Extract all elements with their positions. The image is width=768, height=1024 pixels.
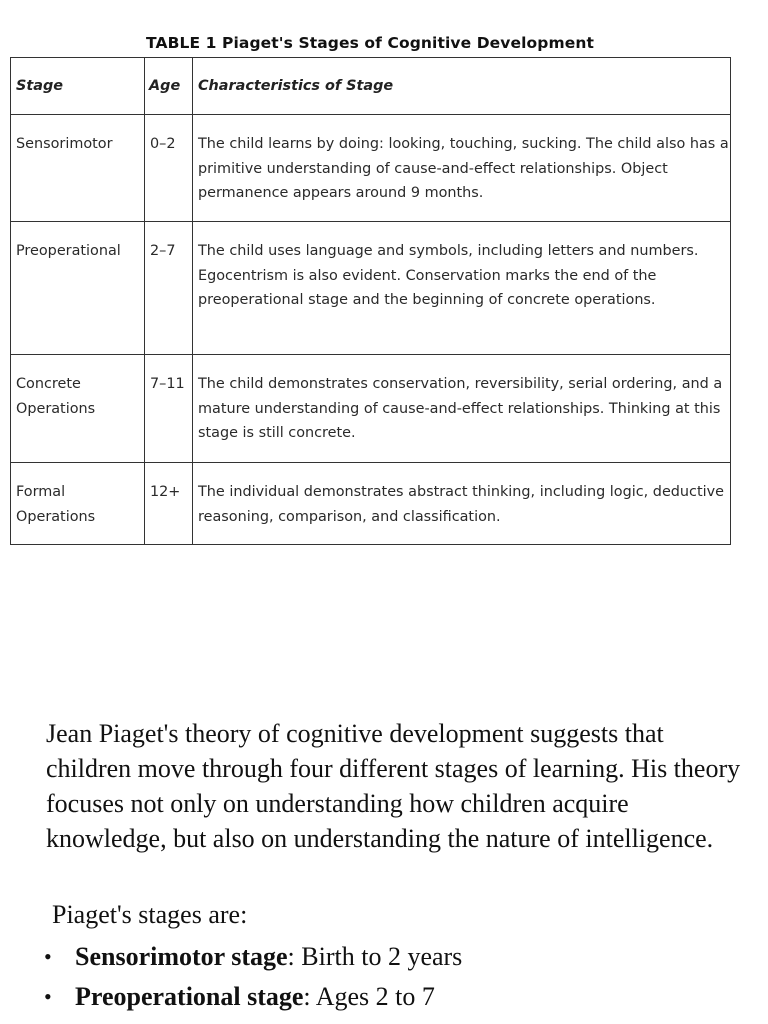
- stage-list: [44, 937, 462, 1017]
- header-age: Age: [145, 58, 193, 115]
- table-header-row: [11, 58, 731, 115]
- table-row: [11, 115, 731, 222]
- header-characteristics: Characteristics of Stage: [193, 58, 731, 115]
- bullet-icon: •: [44, 944, 52, 969]
- table-row: [11, 355, 731, 463]
- stage-cell: Formal Operations: [11, 463, 145, 545]
- stage-range: : Ages 2 to 7: [303, 982, 435, 1011]
- table-row: [11, 222, 731, 355]
- stage-cell: Sensorimotor: [11, 115, 145, 222]
- stages-table: [10, 57, 731, 545]
- age-cell: 2–7: [145, 222, 193, 355]
- characteristics-cell: The child uses language and symbols, including letters and numbers. Egocentrism is also evident. Conservation marks the end of the preoperational stage and the beginning of concrete operations.: [193, 222, 731, 355]
- list-item: [44, 977, 462, 1017]
- table-title: TABLE 1 Piaget's Stages of Cognitive Development: [146, 34, 594, 52]
- stage-range: : Birth to 2 years: [287, 942, 463, 971]
- characteristics-cell: The child demonstrates conservation, reversibility, serial ordering, and a mature understanding of cause-and-effect relationships. Thinking at this stage is still concrete.: [193, 355, 731, 463]
- bullet-icon: •: [44, 984, 52, 1009]
- age-cell: 0–2: [145, 115, 193, 222]
- header-stage: Stage: [11, 58, 145, 115]
- characteristics-cell: The individual demonstrates abstract thinking, including logic, deductive reasoning, comparison, and classification.: [193, 463, 731, 545]
- list-item: [44, 937, 462, 977]
- stage-name: Sensorimotor stage: [75, 942, 288, 971]
- table-row: [11, 463, 731, 545]
- stage-cell: Preoperational: [11, 222, 145, 355]
- age-cell: 12+: [145, 463, 193, 545]
- intro-paragraph: Jean Piaget's theory of cognitive development suggests that children move through four different stages of learning. His theory focuses not only on understanding how children acquire knowledge, but also on understanding the nature of intelligence.: [46, 719, 741, 853]
- stage-name: Preoperational stage: [75, 982, 304, 1011]
- age-cell: 7–11: [145, 355, 193, 463]
- stage-cell: Concrete Operations: [11, 355, 145, 463]
- stages-intro: Piaget's stages are:: [52, 900, 248, 929]
- characteristics-cell: The child learns by doing: looking, touching, sucking. The child also has a primitive understanding of cause-and-effect relationships. Object permanence appears around 9 months.: [193, 115, 731, 222]
